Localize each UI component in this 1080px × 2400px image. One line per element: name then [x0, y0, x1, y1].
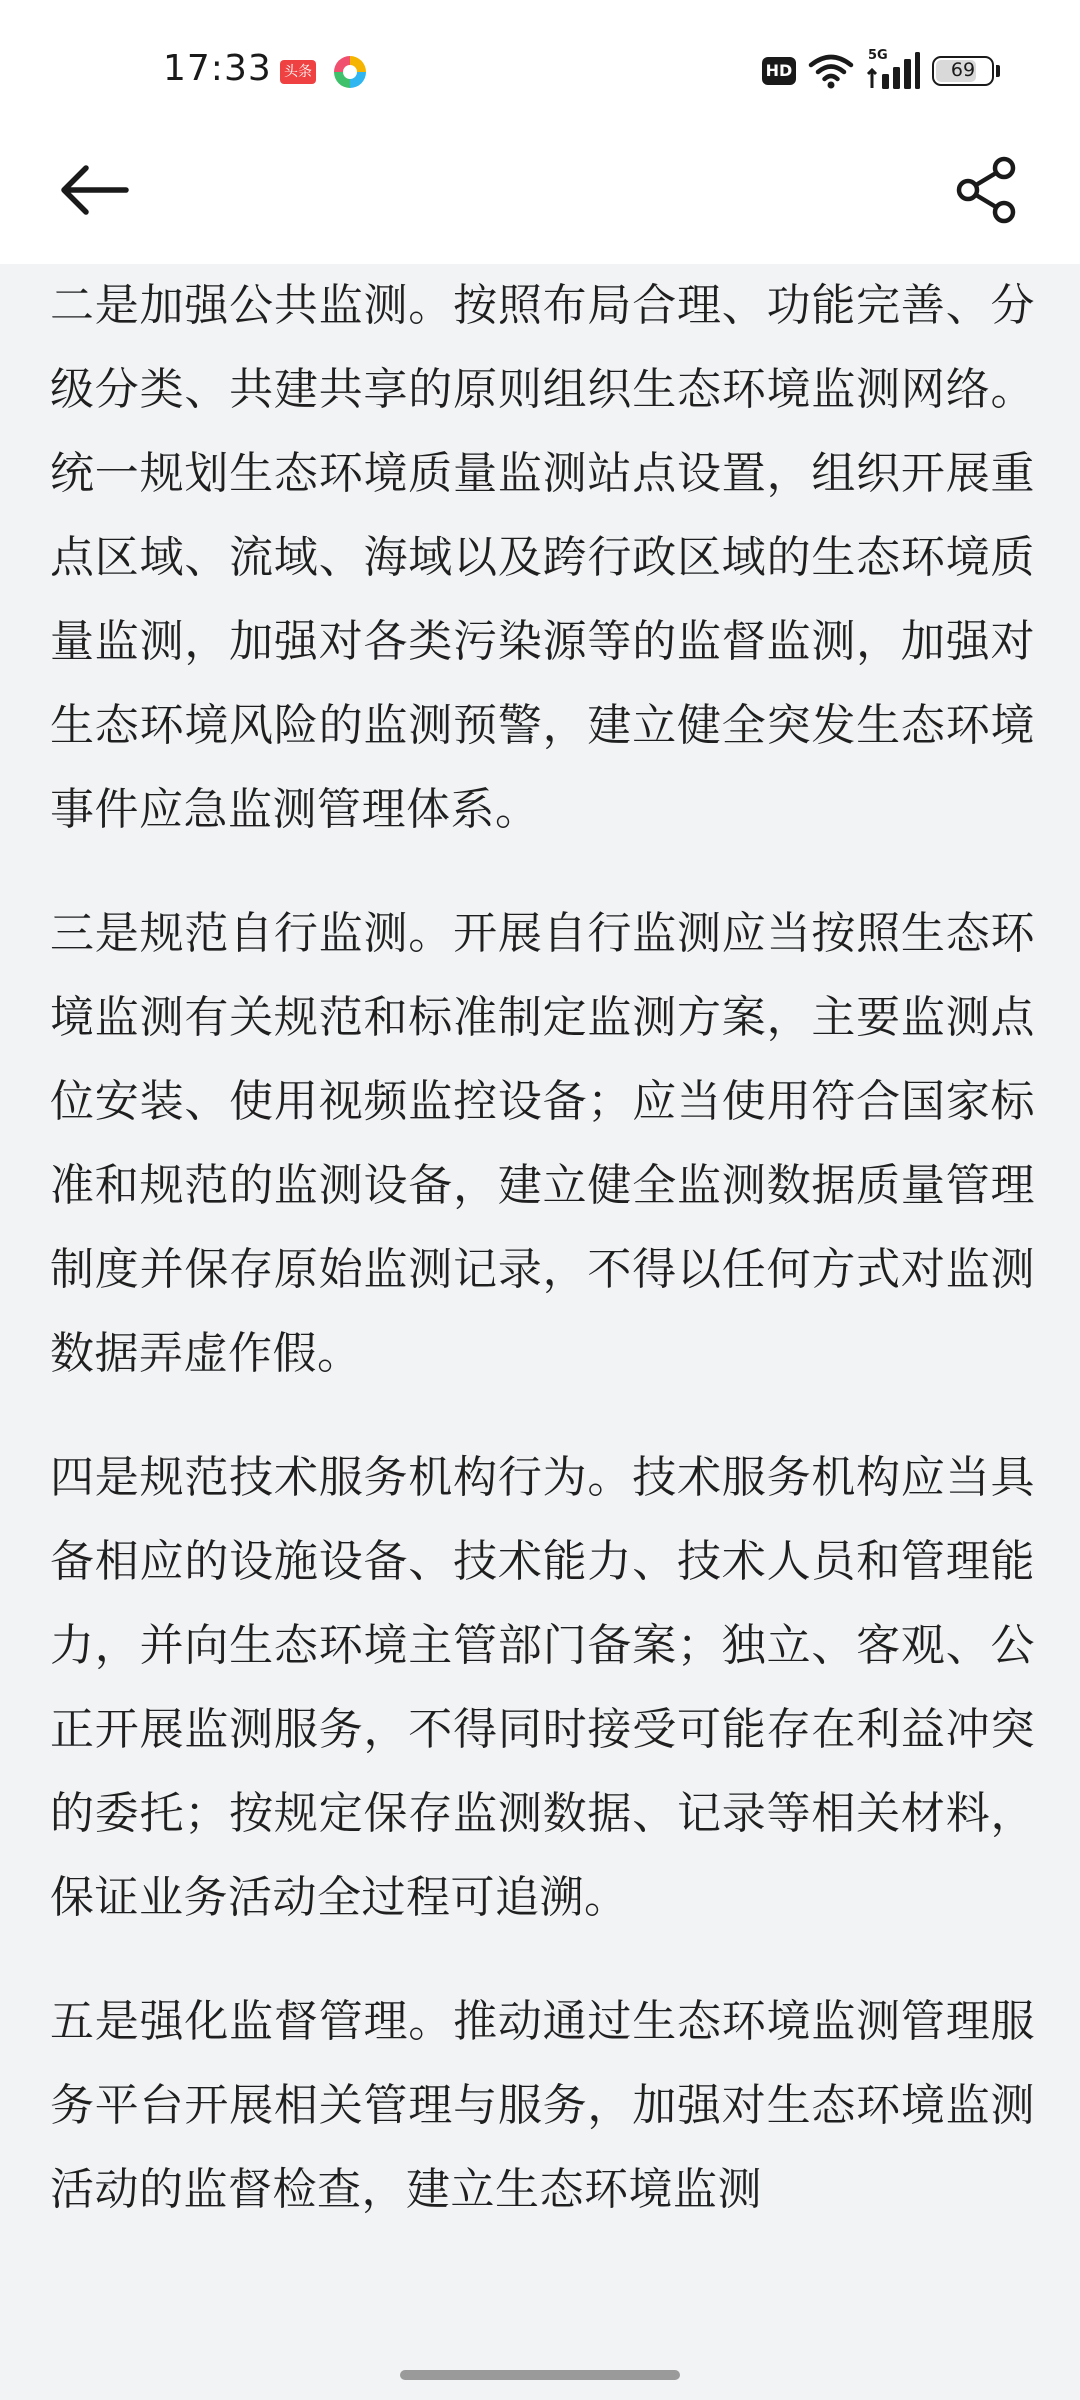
share-button[interactable] [944, 150, 1028, 234]
share-icon [944, 150, 1028, 234]
toutiao-app-icon: 头条 [280, 60, 316, 84]
network-type-label: 5G [868, 48, 888, 63]
article-paragraph-2: 二是加强公共监测。按照布局合理、功能完善、分级分类、共建共享的原则组织生态环境监测网络。统一规划生态环境质量监测站点设置，组织开展重点区域、流域、海域以及跨行政区域的生态环境质量监测，加强对各类污染源等的监督监测，加强对生态环境风险的监测预警，建立健全突发生态环境事件应急监测管理体系。 [50, 280, 1035, 835]
article-paragraph-5: 五是强化监督管理。推动通过生态环境监测管理服务平台开展相关管理与服务，加强对生态环境监测活动的监督检查，建立生态环境监测 [50, 1996, 1035, 2215]
hd-icon: HD [762, 57, 796, 85]
color-app-icon [332, 54, 368, 90]
article-paragraph-4: 四是规范技术服务机构行为。技术服务机构应当具备相应的设施设备、技术能力、技术人员和管理能力，并向生态环境主管部门备案；独立、客观、公正开展监测服务，不得同时接受可能存在利益冲突的委托；按规定保存监测数据、记录等相关材料，保证业务活动全过程可追溯。 [50, 1452, 1035, 1923]
home-indicator[interactable] [400, 2370, 680, 2380]
status-bar [0, 0, 1080, 140]
status-time: 17:33 [163, 48, 272, 89]
battery-level: 69 [950, 59, 976, 81]
signal-icon [866, 50, 920, 90]
battery-icon [932, 56, 994, 86]
wifi-icon [808, 52, 854, 90]
article-body [50, 264, 1035, 2272]
nav-bar [0, 140, 1080, 264]
back-button[interactable] [52, 150, 136, 234]
article-paragraph-3: 三是规范自行监测。开展自行监测应当按照生态环境监测有关规范和标准制定监测方案，主要监测点位安装、使用视频监控设备；应当使用符合国家标准和规范的监测设备，建立健全监测数据质量管理制度并保存原始监测记录，不得以任何方式对监测数据弄虚作假。 [50, 908, 1035, 1379]
back-arrow-icon [52, 150, 136, 234]
battery-nub [996, 65, 1000, 77]
